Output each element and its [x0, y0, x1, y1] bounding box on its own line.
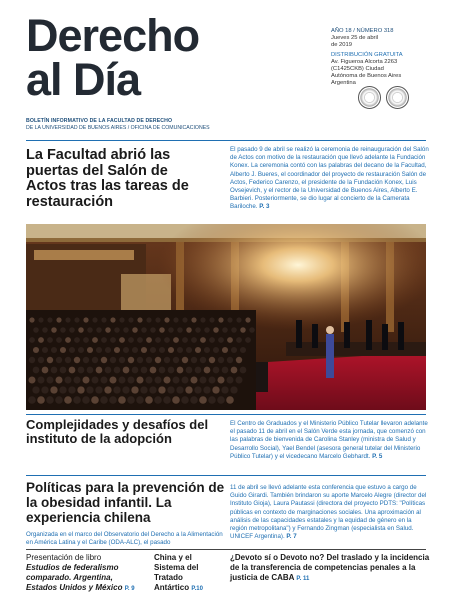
issue-info [331, 28, 441, 87]
brief-book[interactable] [26, 553, 144, 594]
audience-head [87, 327, 93, 333]
audience-head [227, 317, 232, 322]
audience-head [222, 327, 228, 333]
audience-head [96, 347, 102, 353]
section-divider [26, 140, 426, 141]
audience-head [159, 347, 165, 353]
audience-head [245, 337, 251, 343]
section-divider-2 [26, 414, 426, 415]
audience-head [190, 396, 198, 404]
audience-head [95, 386, 102, 393]
audience-head [87, 367, 94, 374]
audience-head [137, 357, 143, 363]
audience-head [231, 367, 238, 374]
audience-head [100, 396, 108, 404]
audience-head [200, 337, 206, 343]
audience-head [231, 327, 237, 333]
audience-head [146, 357, 152, 363]
audience-head [29, 357, 35, 363]
audience-head [41, 386, 48, 393]
audience-head [32, 386, 39, 393]
audience-head [141, 367, 148, 374]
masthead-subtitle: BOLETÍN INFORMATIVO DE LA FACULTAD DE DERECHO [26, 118, 173, 124]
university-seal-icon [386, 86, 409, 109]
issue-number: AÑO 18 / NÚMERO 318 [331, 28, 394, 34]
issue-date-line2: de 2019 [331, 42, 352, 48]
audience-head [96, 367, 103, 374]
audience-head [113, 386, 120, 393]
page-ref-main[interactable]: P. 3 [259, 203, 270, 211]
audience-head [136, 396, 144, 404]
audience-head [209, 337, 215, 343]
audience-head [110, 317, 115, 322]
audience-head [158, 386, 165, 393]
audience-head [168, 367, 175, 374]
audience-head [37, 396, 45, 404]
audience-head [33, 347, 39, 353]
audience-head [137, 317, 142, 322]
audience-head [181, 396, 189, 404]
audience-head [159, 327, 165, 333]
audience-head [101, 357, 107, 363]
lead-adoption-text: El Centro de Graduados y el Ministerio Público Tutelar llevaron adelante el pasado 11 de abril en el Salón Verde esta jornada, que comenzó con las palabras de bienvenida de Carolina Stanley (ministra de Salud y Desarrollo Social), Yael Bendel (asesora general tutelar del Ministerio Público Tutelar) y el vicedecano Marcelo Gebhardt. [230, 420, 428, 460]
lead-adoption [230, 420, 430, 461]
audience-head [141, 327, 147, 333]
audience-head [128, 377, 135, 384]
audience-head [110, 337, 116, 343]
masthead-title-line1: Derecho [26, 10, 200, 61]
audience-head [150, 327, 156, 333]
audience-head [105, 347, 111, 353]
audience-head [101, 317, 106, 322]
audience-head [231, 347, 237, 353]
audience-head [222, 367, 229, 374]
brief-devoto-title: ¿Devoto sí o Devoto no? Del traslado y la incidencia de la transferencia de competencias penales a la justicia de CABA [230, 553, 430, 582]
audience-head [150, 347, 156, 353]
audience-head [55, 396, 63, 404]
audience-head [227, 357, 233, 363]
audience-head [155, 337, 161, 343]
audience-head [240, 327, 246, 333]
audience-head [38, 337, 44, 343]
audience-head [83, 337, 89, 343]
audience-head [154, 396, 162, 404]
audience-head [69, 367, 76, 374]
audience-head [74, 377, 81, 384]
audience-head [64, 396, 72, 404]
audience-head [74, 317, 79, 322]
faculty-seal-icon [358, 86, 381, 109]
audience-head [78, 367, 85, 374]
audience-head [195, 367, 202, 374]
audience-head [47, 317, 52, 322]
audience-head [69, 347, 75, 353]
brief-devoto[interactable] [230, 553, 440, 584]
lead-main [230, 146, 430, 212]
audience-head [155, 357, 161, 363]
audience-head [177, 327, 183, 333]
audience-head [149, 386, 156, 393]
audience-head [227, 377, 234, 384]
audience-head [92, 337, 98, 343]
audience-head [177, 347, 183, 353]
audience-head [114, 367, 121, 374]
audience-head [51, 367, 58, 374]
audience-head [29, 377, 36, 384]
issue-address-line3: Autónoma de Buenos Aires [331, 73, 402, 79]
audience-head [59, 386, 66, 393]
audience-head [56, 357, 62, 363]
audience-head [173, 337, 179, 343]
audience-head [213, 367, 220, 374]
audience-head [203, 386, 210, 393]
audience-head [195, 347, 201, 353]
audience-head [176, 386, 183, 393]
issue-address-line2: (C1425CKB) Ciudad [331, 66, 384, 72]
audience-head [155, 317, 160, 322]
audience-head [127, 396, 135, 404]
audience-head [114, 327, 120, 333]
auditorium-photo-illustration [26, 224, 426, 410]
brief-book-page-ref[interactable]: P. 9 [124, 586, 135, 592]
audience-head [73, 396, 81, 404]
audience-head [74, 337, 80, 343]
audience-head [217, 396, 225, 404]
masthead-subtitle-secondary: DE LA UNIVERSIDAD DE BUENOS AIRES / OFICINA DE COMUNICACIONES [26, 125, 210, 131]
audience-head [123, 367, 130, 374]
audience-head [29, 337, 35, 343]
auditorium-photo [26, 224, 426, 410]
audience-head [182, 317, 187, 322]
brief-book-kicker: Presentación de libro [26, 553, 102, 562]
audience-head [33, 327, 39, 333]
audience-head [209, 377, 216, 384]
audience-head [200, 317, 205, 322]
audience-head [29, 317, 34, 322]
audience-head [114, 347, 120, 353]
audience-head [119, 357, 125, 363]
audience-head [69, 327, 75, 333]
audience-head [38, 317, 43, 322]
page-ref-obesity[interactable]: P. 7 [286, 533, 297, 541]
audience-head [60, 327, 66, 333]
audience-head [182, 377, 189, 384]
audience-head [104, 386, 111, 393]
audience-head [163, 396, 171, 404]
audience-head [74, 357, 80, 363]
audience-head [128, 357, 134, 363]
issue-address-line1: Av. Figueroa Alcorta 2263 [331, 59, 398, 65]
audience-head [51, 327, 57, 333]
masthead-title-line2: al Día [26, 54, 141, 105]
audience-head [119, 377, 126, 384]
audience-head [167, 386, 174, 393]
audience-head [186, 327, 192, 333]
audience-head [236, 357, 242, 363]
audience-head [168, 327, 174, 333]
audience-head [146, 377, 153, 384]
audience-head [213, 347, 219, 353]
audience-head [86, 386, 93, 393]
audience-head [182, 357, 188, 363]
audience-head [173, 377, 180, 384]
audience-head [128, 337, 134, 343]
audience-head [47, 357, 53, 363]
audience-head [140, 386, 147, 393]
audience-head [92, 317, 97, 322]
audience-head [177, 367, 184, 374]
body-obesity-text: 11 de abril se llevó adelante esta conferencia que estuvo a cargo de Guido Girardi. También brindaron su aporte Marcelo Alegre (director del Instituto Gioja), Laura Pautassi (directora del proyecto PDTS: "Políticas públicas en contexto de marginaciones sociales. Una aproximación al análisis de las capacidades estatales y la equidad de género en la región metropolitana") y Fernando Zingman (especialista en Salud. UNICEF Argentina). [230, 484, 427, 541]
audience-head [164, 357, 170, 363]
audience-head [65, 377, 72, 384]
audience-head [164, 377, 171, 384]
audience-head [195, 327, 201, 333]
audience-head [56, 377, 63, 384]
audience-head [209, 317, 214, 322]
audience-head [65, 317, 70, 322]
audience-head [119, 317, 124, 322]
audience-head [212, 386, 219, 393]
audience-head [182, 337, 188, 343]
audience-head [209, 357, 215, 363]
audience-head [38, 377, 45, 384]
audience-head [150, 367, 157, 374]
audience-head [164, 337, 170, 343]
issue-address-line4: Argentina [331, 80, 356, 86]
audience-head [159, 367, 166, 374]
audience-head [122, 386, 129, 393]
audience-head [42, 367, 49, 374]
audience-head [240, 367, 247, 374]
audience-head [60, 347, 66, 353]
audience-head [191, 337, 197, 343]
audience-head [164, 317, 169, 322]
audience-head [123, 347, 129, 353]
audience-head [204, 347, 210, 353]
masthead-title [26, 10, 326, 105]
audience-head [50, 386, 57, 393]
audience-head [65, 337, 71, 343]
audience-head [105, 327, 111, 333]
audience-head [83, 317, 88, 322]
audience-head [145, 396, 153, 404]
audience-head [213, 327, 219, 333]
audience-head [245, 317, 250, 322]
audience-head [218, 357, 224, 363]
audience-head [218, 317, 223, 322]
audience-head [185, 386, 192, 393]
audience-head [227, 337, 233, 343]
audience-head [137, 377, 144, 384]
audience-head [218, 377, 225, 384]
headline-main[interactable]: La Facultad abrió las puertas del Salón de Actos tras las tareas de restauración [26, 147, 189, 210]
audience-head [47, 377, 54, 384]
audience-head [38, 357, 44, 363]
brief-antarctic-page-ref[interactable]: P.10 [191, 586, 203, 592]
brief-devoto-page-ref[interactable]: P. 11 [296, 576, 310, 582]
audience-head [83, 377, 90, 384]
audience-head [208, 396, 216, 404]
audience-head [186, 347, 192, 353]
audience-head [42, 327, 48, 333]
audience-head [200, 377, 207, 384]
audience-head [168, 347, 174, 353]
audience-head [240, 347, 246, 353]
audience-head [221, 386, 228, 393]
audience-head [77, 386, 84, 393]
audience-head [155, 377, 162, 384]
audience-head [123, 327, 129, 333]
headline-adoption[interactable]: Complejidades y desafíos del instituto de la adopción [26, 417, 209, 446]
audience-head [226, 396, 234, 404]
audience-head [78, 347, 84, 353]
audience-head [46, 396, 54, 404]
briefs-divider [26, 549, 426, 550]
section-divider-3 [26, 475, 426, 476]
audience-head [110, 357, 116, 363]
audience-head [218, 337, 224, 343]
audience-head [191, 317, 196, 322]
audience-head [172, 396, 180, 404]
audience-head [109, 396, 117, 404]
body-obesity [230, 484, 430, 541]
lead-main-text: El pasado 9 de abril se realizó la ceremonia de reinauguración del Salón de Actos con motivo de la restauración que llevó adelante la Fundación Konex. La ceremonia contó con las palabras del decano de la Facultad, Alberto J. Bueres, el coordinador del proyecto de restauración Salón de Actos, Federico Carenzo, el presidente de la Fundación Konex, Luis Ovsejevich, y el rector de la Universidad de Buenos Aires, Alberto E. Barbieri. Posteriormente, se dio lugar al concierto de la Camerata Bariloche. [230, 146, 429, 211]
audience-head [236, 377, 243, 384]
audience-head [222, 347, 228, 353]
audience-head [194, 386, 201, 393]
audience-head [173, 317, 178, 322]
audience-head [68, 386, 75, 393]
audience-head [42, 347, 48, 353]
audience-head [92, 377, 99, 384]
audience-head [132, 367, 139, 374]
audience-head [118, 396, 126, 404]
brief-antarctic[interactable] [154, 553, 218, 594]
issue-distribution: DISTRIBUCIÓN GRATUITA [331, 52, 403, 58]
audience-head [82, 396, 90, 404]
audience-head [146, 317, 151, 322]
audience-head [91, 396, 99, 404]
headline-obesity[interactable]: Políticas para la prevención de la obesidad infantil. La experiencia chilena [26, 480, 225, 525]
audience-head [110, 377, 117, 384]
audience-head [119, 337, 125, 343]
audience-head [141, 347, 147, 353]
audience-head [65, 357, 71, 363]
audience-head [204, 327, 210, 333]
page-ref-adoption[interactable]: P. 5 [372, 452, 383, 460]
audience-head [96, 327, 102, 333]
audience-head [87, 347, 93, 353]
audience-head [191, 377, 198, 384]
audience-head [131, 386, 138, 393]
audience-head [92, 357, 98, 363]
audience-head [28, 396, 36, 404]
audience-head [128, 317, 133, 322]
audience-head [146, 337, 152, 343]
audience-head [78, 327, 84, 333]
audience-head [51, 347, 57, 353]
audience-head [47, 337, 53, 343]
audience-head [173, 357, 179, 363]
brief-book-title: Estudios de federalismo comparado. Argentina, Estados Unidos y México [26, 563, 123, 592]
audience-head [33, 367, 40, 374]
audience-head [200, 357, 206, 363]
audience-head [83, 357, 89, 363]
audience-head [132, 327, 138, 333]
audience-head [186, 367, 193, 374]
audience-head [236, 337, 242, 343]
audience-head [101, 377, 108, 384]
audience-head [101, 337, 107, 343]
audience-head [191, 357, 197, 363]
audience-head [230, 386, 237, 393]
audience-head [56, 337, 62, 343]
lead-obesity: Organizada en el marco del Observatorio del Derecho a la Alimentación en América Latina y el Caribe (ODA-ALC), el pasado [26, 531, 223, 546]
brief-antarctic-title: China y el Sistema del Tratado Antártico [154, 553, 199, 592]
audience-head [60, 367, 67, 374]
audience-head [236, 317, 241, 322]
issue-date-line1: Jueves 25 de abril [331, 35, 379, 41]
audience-head [105, 367, 112, 374]
audience-head [56, 317, 61, 322]
audience-head [249, 327, 255, 333]
audience-head [137, 337, 143, 343]
audience-head [132, 347, 138, 353]
audience-head [199, 396, 207, 404]
audience-head [204, 367, 211, 374]
